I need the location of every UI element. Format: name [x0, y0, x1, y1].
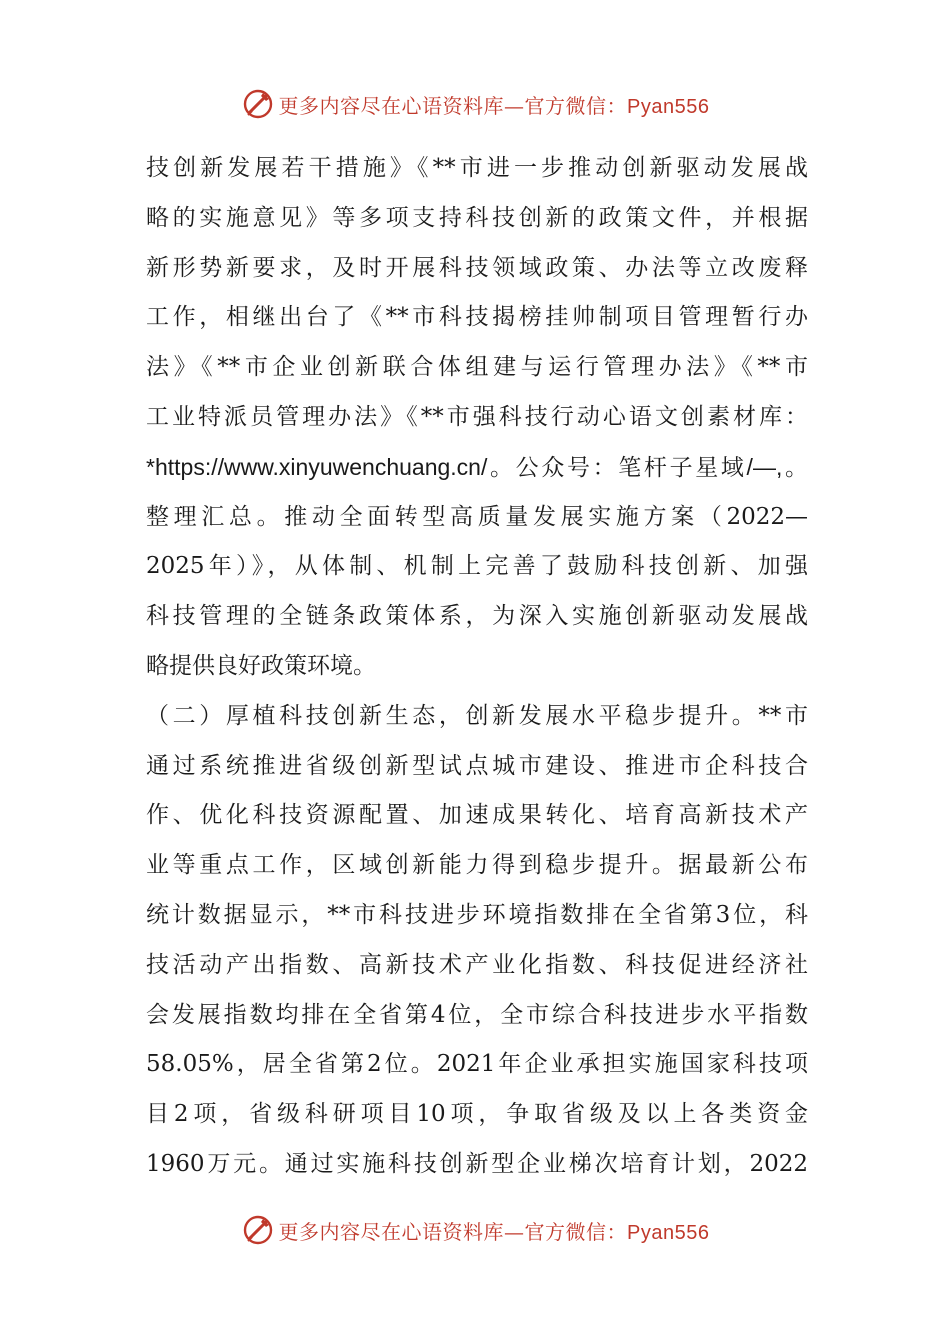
footer-banner-wechat-label: 官方微信：: [524, 1219, 628, 1244]
header-banner-wechat-label: 官方微信：: [524, 93, 628, 118]
body-line-12: （二）厚植科技创新生态，创新发展水平稳步提升。**市: [146, 702, 808, 729]
body-line-5: 法》《**市企业创新联合体组建与运行管理办法》《**市: [146, 354, 808, 381]
footer-banner: [0, 1210, 950, 1250]
body-line-15: 业等重点工作，区域创新能力得到稳步提升。据最新公布: [146, 852, 808, 879]
body-line-18: 会发展指数均排在全省第4位，全市综合科技进步水平指数: [146, 1001, 808, 1028]
body-line-6: 工业特派员管理办法》《**市强科技行动心语文创素材库：: [146, 403, 808, 430]
body-line-17: 技活动产出指数、高新技术产业化指数、科技促进经济社: [146, 951, 808, 978]
pen-logo-icon: [241, 1213, 275, 1247]
footer-banner-dash: —: [504, 1219, 525, 1244]
body-line-14: 作、优化科技资源配置、加速成果转化、培育高新技术产: [146, 802, 808, 829]
body-line-1: 技创新发展若干措施》《**市进一步推动创新驱动发展战: [146, 155, 808, 181]
footer-banner-wechat-id: Pyan556: [627, 1221, 710, 1244]
header-banner-text: 更多内容尽在心语资料库: [278, 93, 505, 118]
body-line-16: 统计数据显示，**市科技进步环境指数排在全省第3位，科: [146, 901, 808, 928]
body-line-7: *https://www.xinyuwenchuang.cn/。公众号：笔杆子星域/—,。: [146, 453, 808, 480]
body-line-2: 略的实施意见》等多项支持科技创新的政策文件，并根据: [146, 204, 808, 231]
body-line-3: 新形势新要求，及时开展科技领域政策、办法等立改废释: [146, 254, 808, 281]
body-line-9: 2025年）》，从体制、机制上完善了鼓励科技创新、加强: [146, 553, 808, 580]
footer-banner-text: 更多内容尽在心语资料库: [278, 1219, 505, 1244]
body-line-21: 1960万元。通过实施科技创新型企业梯次培育计划，2022: [146, 1150, 808, 1177]
body-line-13: 通过系统推进省级创新型试点城市建设、推进市企科技合: [146, 752, 808, 779]
body-line-4: 工作，相继出台了《**市科技揭榜挂帅制项目管理暂行办: [146, 304, 808, 331]
body-line-8: 整理汇总。推动全面转型高质量发展实施方案（2022—: [146, 503, 808, 530]
pen-logo-icon: [241, 87, 275, 121]
document-body: [146, 144, 808, 1190]
body-line-19: 58.05%，居全省第2位。2021年企业承担实施国家科技项: [146, 1051, 808, 1078]
header-banner: [0, 84, 950, 124]
body-line-11: 略提供良好政策环境。: [146, 652, 376, 679]
header-banner-dash: —: [504, 93, 525, 118]
header-banner-wechat-id: Pyan556: [627, 95, 710, 118]
body-line-10: 科技管理的全链条政策体系，为深入实施创新驱动发展战: [146, 603, 808, 630]
body-line-20: 目2项，省级科研项目10项，争取省级及以上各类资金: [146, 1101, 808, 1128]
